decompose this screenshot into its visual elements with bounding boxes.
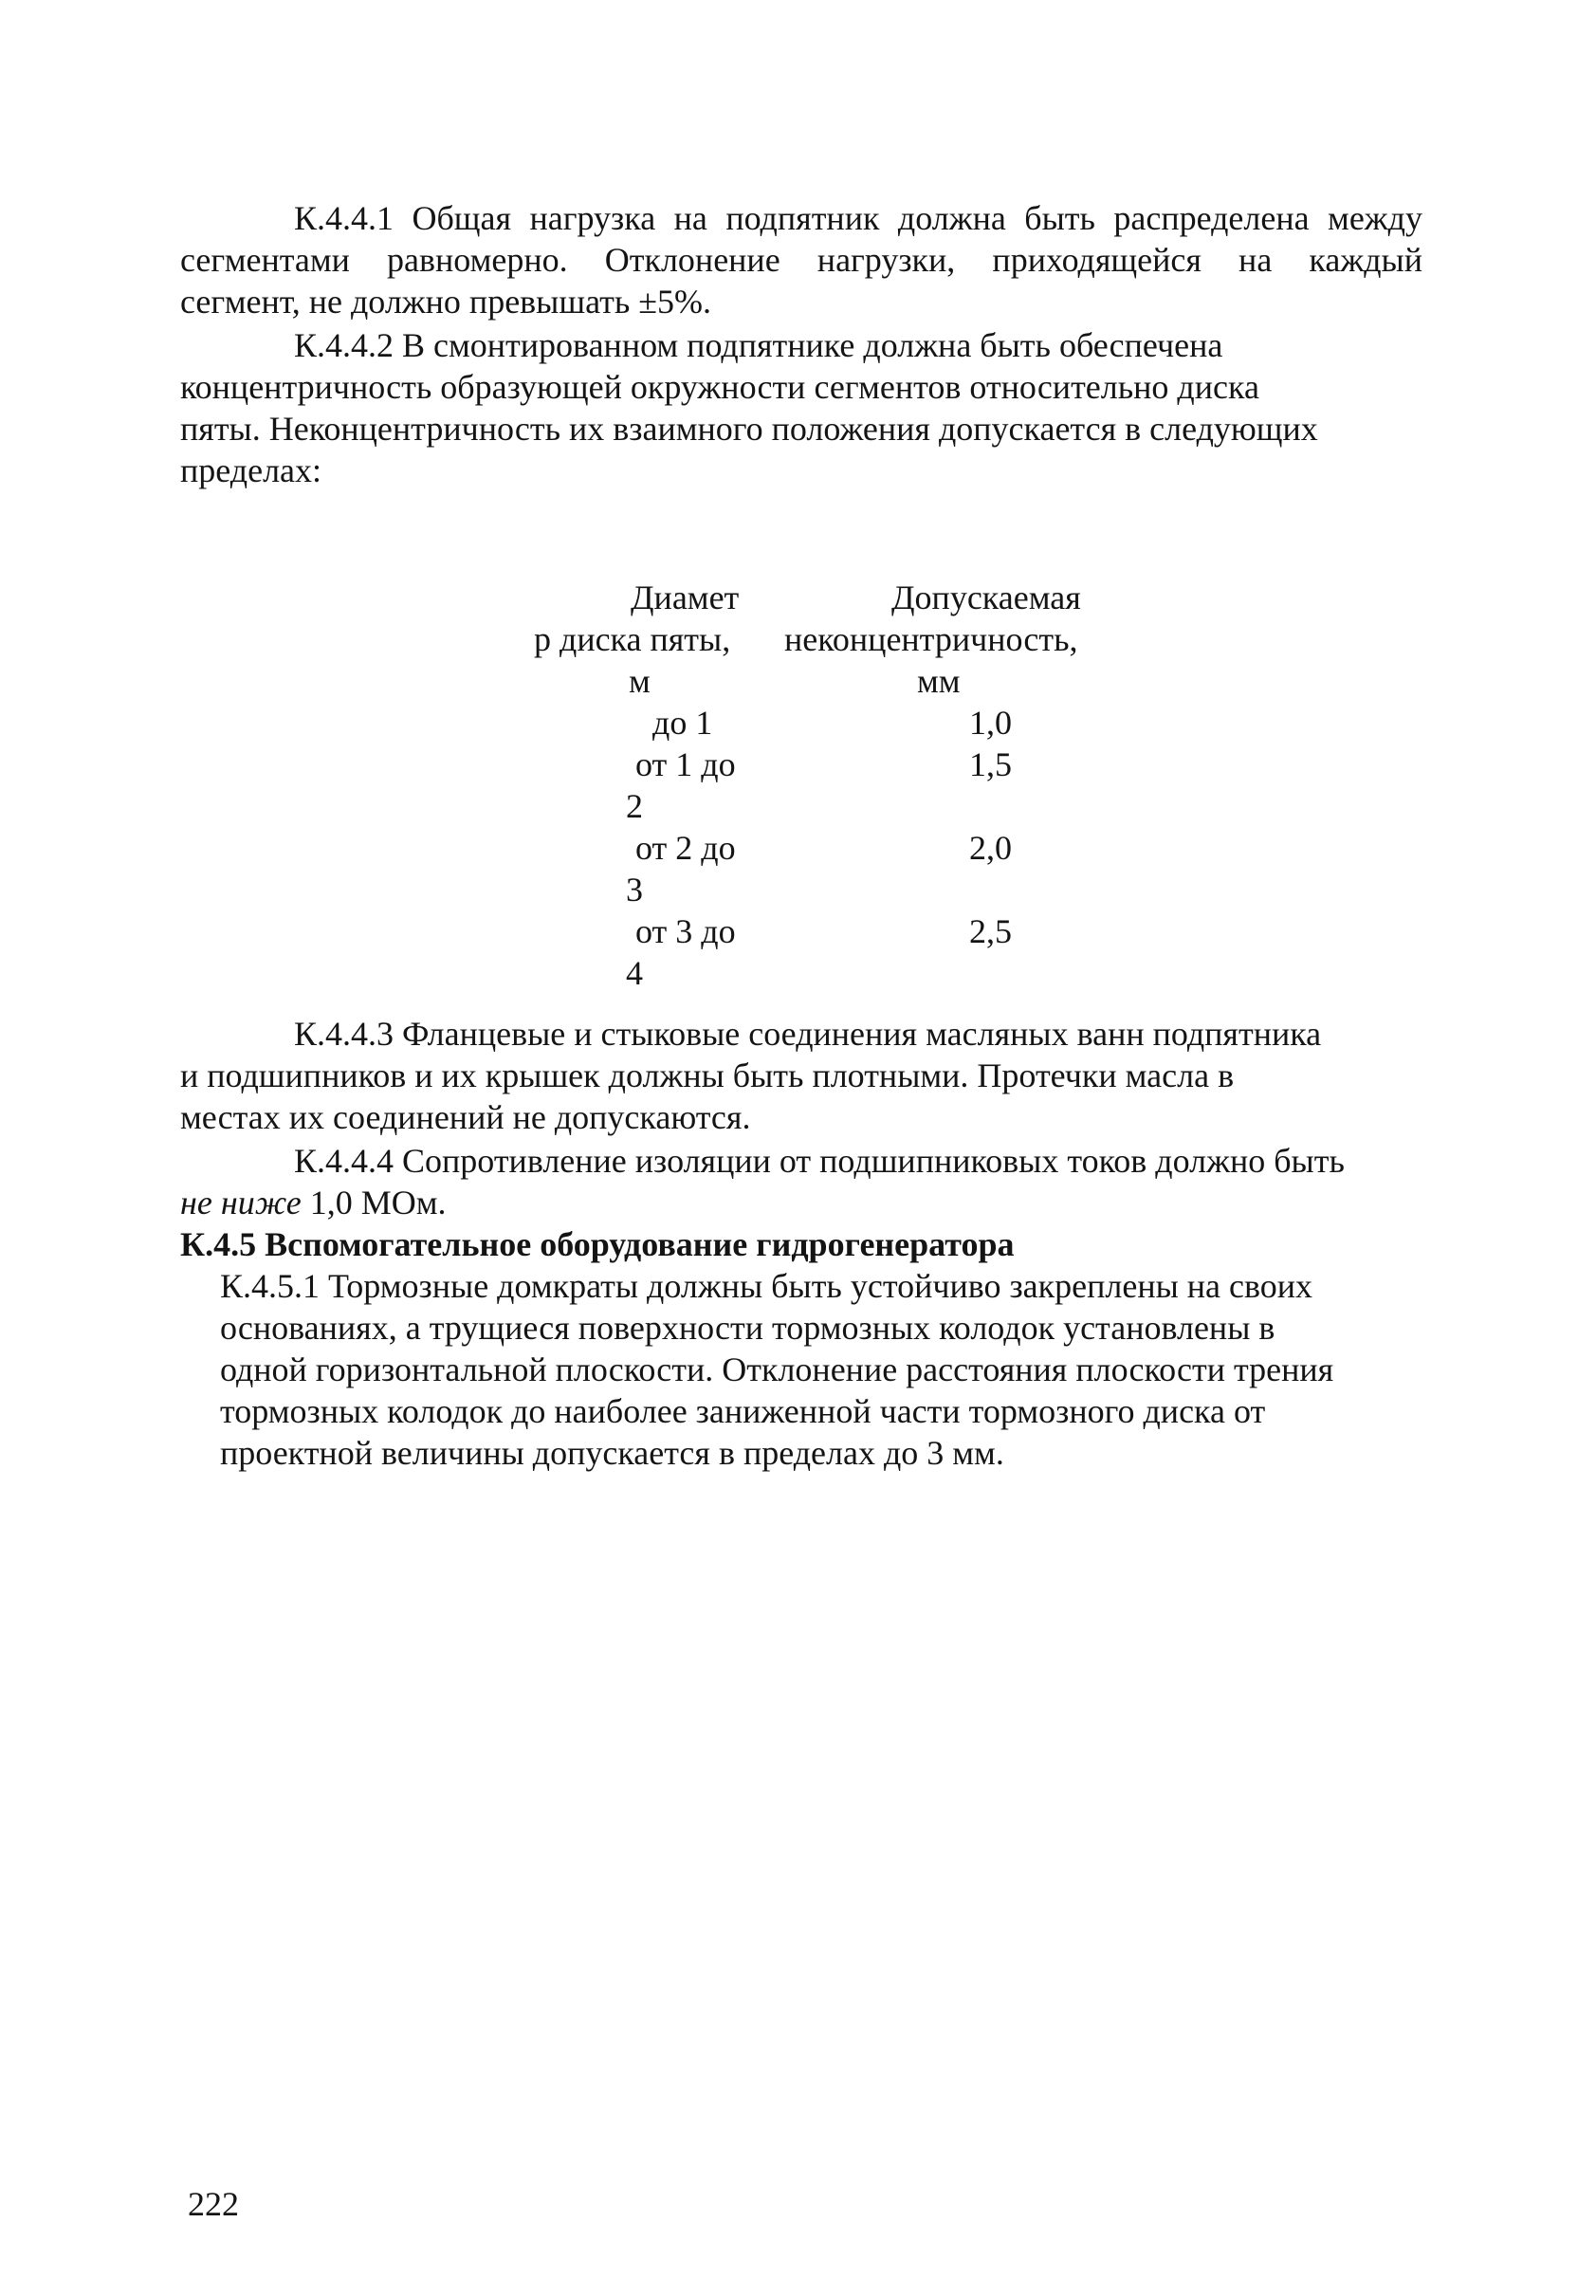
table-header-diameter-line: Диамет <box>631 579 740 616</box>
table-cell-diameter-cont: 4 <box>626 954 643 992</box>
italic-text: не ниже <box>180 1184 302 1221</box>
section-heading <box>180 1223 1014 1265</box>
paragraph-line: пределах: <box>180 451 322 489</box>
paragraph-line: основаниях, а трущиеся поверхности тормозных колодок установлены в <box>220 1309 1275 1347</box>
paragraph-line: проектной величины допускается в пределах до 3 мм. <box>220 1434 1004 1472</box>
table-header-tolerance-line: неконцентричность, <box>784 620 1078 658</box>
paragraph-line: К.4.4.1 Общая нагрузка на подпятник должна быть распределена между <box>294 199 1422 237</box>
paragraph-line: тормозных колодок до наиболее заниженной части тормозного диска от <box>220 1392 1266 1430</box>
table-cell-diameter: от 1 до <box>635 745 736 783</box>
section-title: Вспомогательное оборудование гидрогенератора <box>265 1225 1015 1263</box>
table-cell-diameter: до 1 <box>652 704 713 742</box>
table-cell-tolerance: 2,0 <box>969 829 1012 867</box>
text: 1,0 МОм. <box>301 1184 447 1221</box>
paragraph-line: местах их соединений не допускаются. <box>180 1098 751 1136</box>
table-cell-diameter-cont: 2 <box>626 787 643 825</box>
table-cell-tolerance: 1,5 <box>969 745 1012 783</box>
section-number: К.4.5 <box>180 1225 257 1263</box>
paragraph-line: концентричность образующей окружности сегментов относительно диска <box>180 368 1259 406</box>
table-cell-diameter-cont: 3 <box>626 871 643 909</box>
paragraph-line: и подшипников и их крышек должны быть плотными. Протечки масла в <box>180 1056 1235 1094</box>
paragraph-line: одной горизонтальной плоскости. Отклонение расстояния плоскости трения <box>220 1350 1334 1388</box>
paragraph-line <box>180 1182 446 1223</box>
table-header-diameter-line: р диска пяты, <box>534 620 731 658</box>
table-header-tolerance-line: Допускаемая <box>891 579 1081 616</box>
table-cell-diameter: от 2 до <box>635 829 736 867</box>
paragraph-line: сегментами равномерно. Отклонение нагрузки, приходящейся на каждый <box>180 241 1422 279</box>
table-cell-tolerance: 2,5 <box>969 912 1012 950</box>
paragraph-line: сегмент, не должно превышать ±5%. <box>180 283 712 321</box>
paragraph-line: К.4.4.2 В смонтированном подпятнике должна быть обеспечена <box>294 326 1223 364</box>
paragraph-line: К.4.4.3 Фланцевые и стыковые соединения масляных ванн подпятника <box>294 1015 1322 1053</box>
paragraph-line: К.4.5.1 Тормозные домкраты должны быть устойчиво закреплены на своих <box>220 1267 1313 1305</box>
table-cell-tolerance: 1,0 <box>969 704 1012 742</box>
page-number: 222 <box>188 2185 239 2223</box>
table-header-diameter-line: м <box>629 662 651 700</box>
table-cell-diameter: от 3 до <box>635 912 736 950</box>
table-header-tolerance-line: мм <box>917 662 961 700</box>
paragraph-line: К.4.4.4 Сопротивление изоляции от подшипниковых токов должно быть <box>294 1142 1345 1180</box>
paragraph-line: пяты. Неконцентричность их взаимного положения допускается в следующих <box>180 410 1318 448</box>
